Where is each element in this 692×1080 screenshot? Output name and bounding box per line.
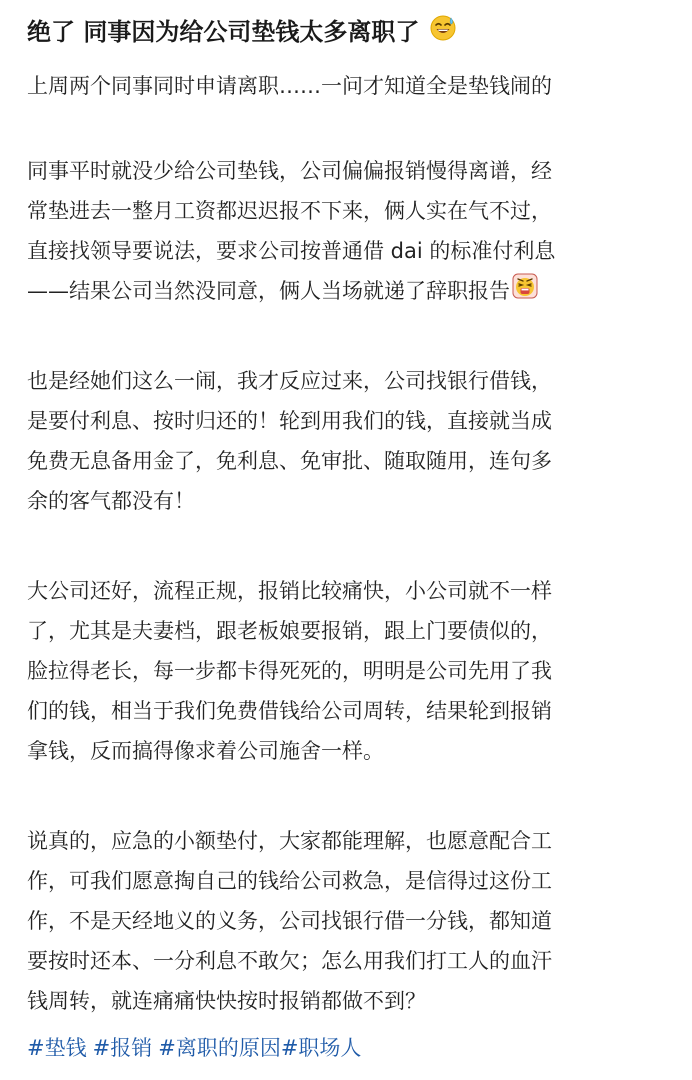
hashtag-baoxiao[interactable]: #报销	[92, 1036, 153, 1060]
paragraph-line: 直接找领导要说法，要求公司按普通借 dai 的标准付利息	[27, 239, 556, 263]
post-title-text: 绝了 同事因为给公司垫钱太多离职了	[27, 18, 420, 46]
paragraph-line: 是要付利息、按时归还的！轮到用我们的钱，直接就当成	[27, 409, 552, 433]
paragraph-line: 拿钱，反而搞得像求着公司施舍一样。	[27, 739, 384, 763]
paragraph-3	[27, 571, 667, 771]
sweat-smile-emoji-icon	[430, 15, 456, 51]
paragraph-line: ——结果公司当然没同意，俩人当场就递了辞职报告	[27, 279, 510, 303]
paragraph-line: 常垫进去一整月工资都迟迟报不下来，俩人实在气不过，	[27, 199, 552, 223]
hashtag-lizhi-yuanyin[interactable]: #离职的原因	[158, 1036, 281, 1060]
paragraph-line: 免费无息备用金了，免利息、免审批、随取随用，连句多	[27, 449, 552, 473]
paragraph-line: 余的客气都没有！	[27, 489, 195, 513]
paragraph-line: 大公司还好，流程正规，报销比较痛快，小公司就不一样	[27, 579, 552, 603]
paragraph-line: 说真的，应急的小额垫付，大家都能理解，也愿意配合工	[27, 829, 552, 853]
tired-face-emoji-icon	[512, 272, 538, 312]
post-title	[27, 14, 456, 51]
paragraph-line: 作，可我们愿意掏自己的钱给公司救急，是信得过这份工	[27, 869, 552, 893]
hashtag-dianqian[interactable]: #垫钱	[27, 1036, 87, 1060]
paragraph-2	[27, 361, 667, 521]
post-subtitle: 上周两个同事同时申请离职……一问才知道全是垫钱闹的	[27, 74, 552, 98]
paragraph-line: 要按时还本、一分利息不敢欠；怎么用我们打工人的血汗	[27, 949, 552, 973]
paragraph-line: 作，不是天经地义的义务，公司找银行借一分钱，都知道	[27, 909, 552, 933]
hashtag-zhichangren[interactable]: #职场人	[280, 1036, 362, 1060]
paragraph-line: 钱周转，就连痛痛快快按时报销都做不到？	[27, 989, 426, 1013]
hashtag-list	[27, 1030, 361, 1066]
paragraph-line-with-emoji	[27, 271, 667, 312]
paragraph-line: 同事平时就没少给公司垫钱，公司偏偏报销慢得离谱，经	[27, 159, 552, 183]
paragraph-line: 也是经她们这么一闹，我才反应过来，公司找银行借钱，	[27, 369, 552, 393]
paragraph-4	[27, 821, 667, 1021]
paragraph-1	[27, 151, 667, 312]
paragraph-line: 们的钱，相当于我们免费借钱给公司周转，结果轮到报销	[27, 699, 552, 723]
paragraph-line: 脸拉得老长，每一步都卡得死死的，明明是公司先用了我	[27, 659, 552, 683]
paragraph-line: 了，尤其是夫妻档，跟老板娘要报销，跟上门要债似的，	[27, 619, 552, 643]
